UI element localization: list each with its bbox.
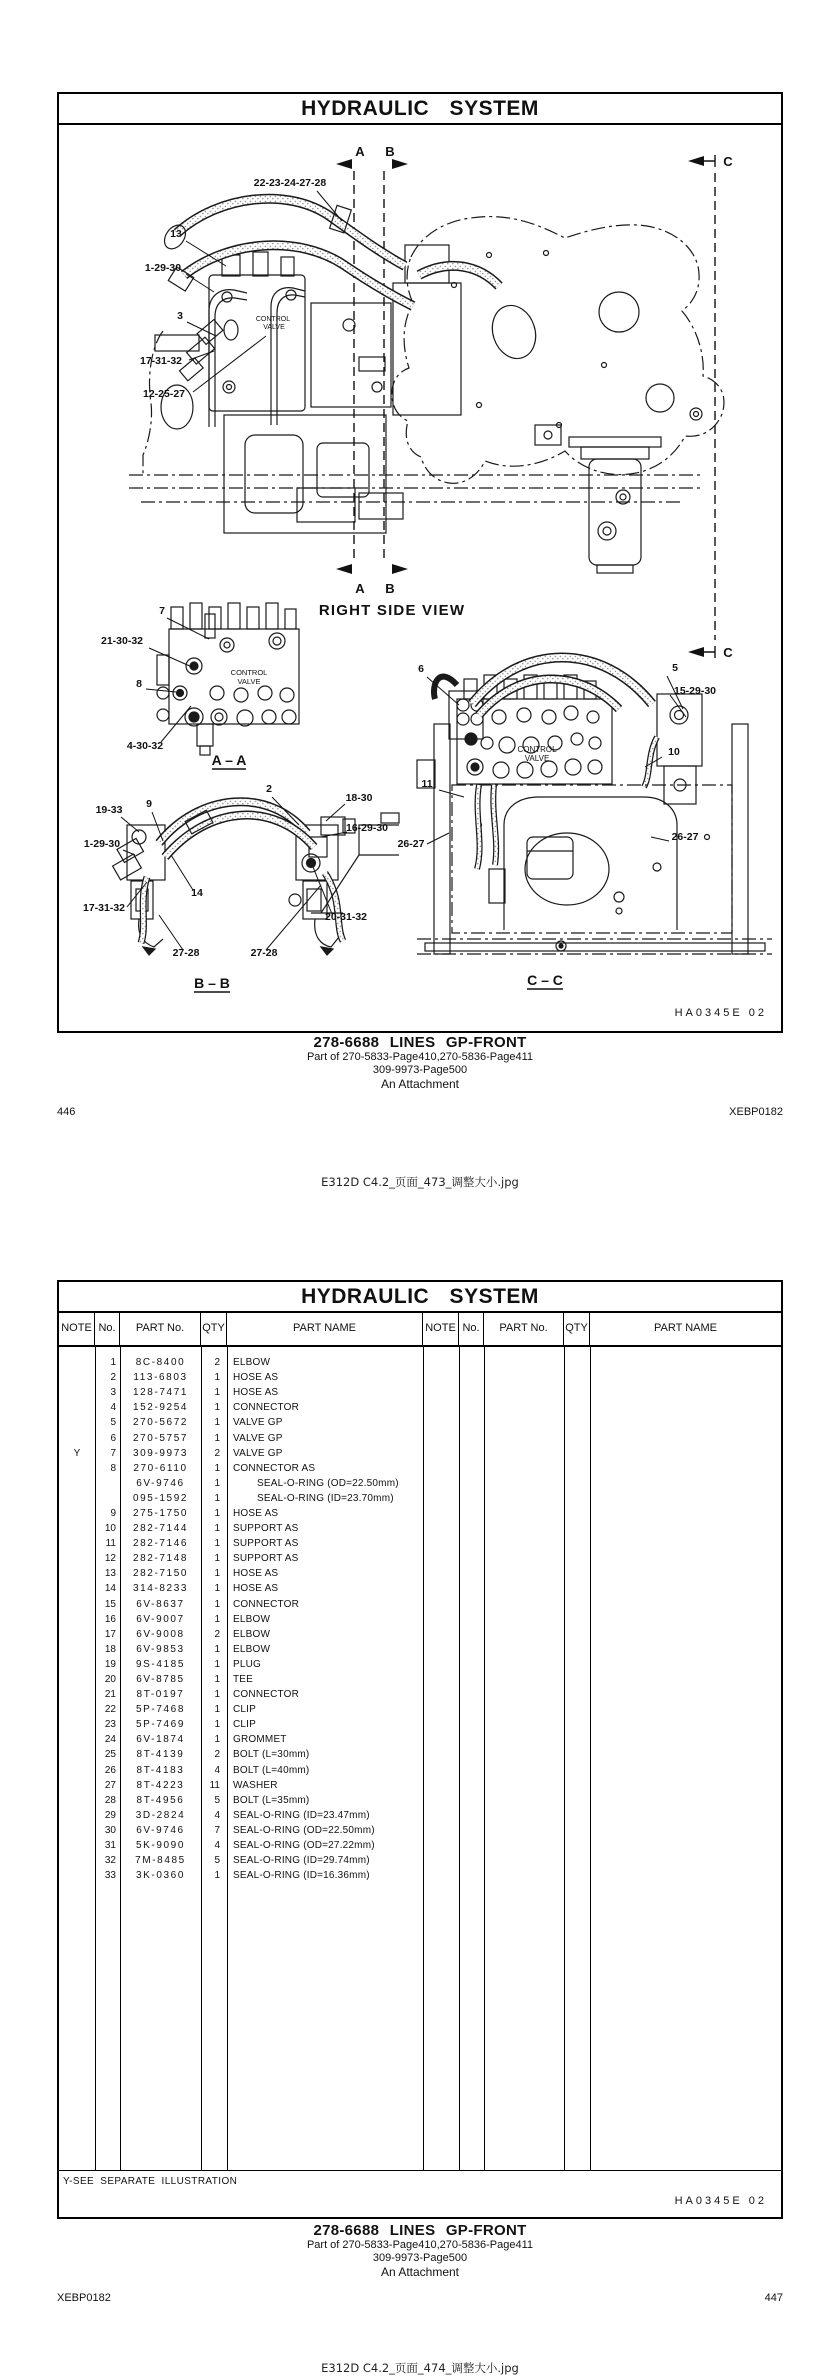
cell-qty: 1 [214,1583,220,1595]
cell-note: Y [73,1447,81,1459]
doc-ref: XEBP0182 [57,2292,111,2304]
cell-no: 1 [110,1357,116,1369]
table-row [59,1476,781,1491]
cell-part: 6V-8785 [136,1674,185,1686]
callout-leader-line [123,850,135,855]
table-row [59,1415,781,1430]
col-qty-2: QTY [564,1311,590,1345]
cell-name: VALVE GP [233,1417,283,1429]
file-caption: E312D C4.2_页面_474_调整大小.jpg [321,2361,519,2375]
doc-ref: XEBP0182 [729,1106,783,1118]
table-row [59,1642,781,1657]
table-row [59,1838,781,1853]
file-caption: E312D C4.2_页面_473_调整大小.jpg [321,1175,519,1189]
callout-leader-line [326,804,345,821]
callout-main-12-25-27: 12-25-27 [142,388,186,400]
cell-part: 6V-9007 [136,1613,185,1625]
cell-name: ELBOW [233,1613,271,1625]
callout-leader-line [651,837,669,841]
table-row [59,1446,781,1461]
part-group-title: 278-6688 LINES GP-FRONT [313,1034,527,1051]
cell-no: 20 [104,1674,116,1686]
cell-no: 2 [110,1372,116,1384]
cell-no: 12 [104,1553,116,1565]
callout-bb-20-31-32: 20-31-32 [324,911,368,923]
column-divider [459,1347,460,2170]
cell-part: 8T-4956 [136,1794,185,1806]
cell-name: GROMMET [233,1734,287,1746]
cell-no: 17 [104,1628,116,1640]
cell-name: HOSE AS [233,1387,279,1399]
control-valve-text: CONTROL [255,316,291,323]
page2-footer [0,2222,840,2279]
cell-qty: 1 [214,1402,220,1414]
callout-cc-15-29-30: 15-29-30 [673,685,717,697]
cell-name: CONNECTOR AS [233,1462,316,1474]
cell-name: SEAL-O-RING (OD=27.22mm) [233,1840,375,1852]
column-divider [423,1347,424,2170]
col-note: NOTE [59,1311,95,1345]
callout-bb-1-29-30: 1-29-30 [83,838,121,850]
cell-no: 7 [110,1447,116,1459]
page-title: HYDRAULIC SYSTEM [301,1284,539,1308]
table-row [59,1687,781,1702]
cell-qty: 1 [214,1643,220,1655]
cell-qty: 1 [214,1372,220,1384]
section-lines [354,155,715,658]
cell-qty: 1 [214,1719,220,1731]
callout-bb-27-28: 27-28 [172,947,200,959]
cell-no: 33 [104,1870,116,1882]
callout-leader-line [427,833,449,844]
callout-aa-4-30-32: 4-30-32 [126,740,164,752]
table-row [59,1355,781,1370]
cell-name: SEAL-O-RING (ID=16.36mm) [233,1870,370,1882]
cell-part: 152-9254 [132,1402,189,1414]
cell-qty: 1 [214,1507,220,1519]
table-row [59,1853,781,1868]
cell-qty: 2 [214,1447,220,1459]
cell-qty: 4 [214,1840,220,1852]
cell-no: 24 [104,1734,116,1746]
page1-margin-row [57,1106,783,1118]
column-divider [590,1347,591,2170]
cell-no: 13 [104,1568,116,1580]
table-row [59,1430,781,1445]
cell-name: WASHER [233,1779,278,1791]
callout-cc-11: 11 [421,778,433,790]
cell-part: 8T-4223 [136,1779,185,1791]
cell-qty: 1 [214,1870,220,1882]
cell-qty: 1 [214,1492,220,1504]
section-letter-a: A [355,581,365,596]
separate-illustration-note: Y-SEE SEPARATE ILLUSTRATION [63,2176,238,2187]
cell-qty: 1 [214,1538,220,1550]
table-note-row [59,2173,781,2217]
page-number: 447 [764,2292,783,2304]
callout-leader-line [187,322,216,336]
col-part-no: PART No. [120,1311,201,1345]
page2-title-bar [59,1282,781,1313]
table-row [59,1672,781,1687]
cell-qty: 4 [214,1809,220,1821]
control-valve-text: CONTROL [517,745,557,754]
cell-part: 095-1592 [132,1492,189,1504]
cell-part: 128-7471 [132,1387,189,1399]
table-row [59,1370,781,1385]
cell-part: 309-9973 [132,1447,189,1459]
col-no-2: No. [459,1311,484,1345]
view-title-c-c: C – C [527,972,563,988]
cell-qty: 1 [214,1462,220,1474]
cell-part: 314-8233 [132,1583,189,1595]
cell-qty: 1 [214,1704,220,1716]
page-number: 446 [57,1106,76,1118]
cell-name: SEAL-O-RING (ID=23.70mm) [257,1492,394,1504]
table-row [59,1627,781,1642]
cell-part: 9S-4185 [135,1658,185,1670]
cell-qty: 5 [214,1855,220,1867]
cell-no: 22 [104,1704,116,1716]
table-row [59,1747,781,1762]
cell-no: 31 [104,1840,116,1852]
section-letter-b: B [385,581,395,596]
cell-part: 8C-8400 [135,1357,186,1369]
callout-main-3: 3 [177,310,183,322]
cell-name: BOLT (L=40mm) [233,1764,310,1776]
callout-bb-9: 9 [146,798,152,810]
cell-part: 270-5672 [132,1417,189,1429]
cell-part: 5K-9090 [135,1840,185,1852]
parts-table-page [57,1280,783,2219]
cell-qty: 1 [214,1689,220,1701]
attachment-note: An Attachment [380,1077,460,1091]
callout-bb-2: 2 [266,783,272,795]
cell-qty: 2 [214,1749,220,1761]
cell-qty: 4 [214,1764,220,1776]
page2-margin-row [57,2292,783,2304]
cell-no: 3 [110,1387,116,1399]
part-group-title: 278-6688 LINES GP-FRONT [313,2222,527,2239]
callout-cc-10: 10 [668,746,680,758]
cell-no: 21 [104,1689,116,1701]
cell-no: 15 [104,1598,116,1610]
cell-qty: 5 [214,1794,220,1806]
cell-no: 28 [104,1794,116,1806]
cell-no: 30 [104,1824,116,1836]
callout-bb-18-30: 18-30 [345,792,373,804]
callout-leader-line [159,915,183,950]
attachment-note: An Attachment [380,2265,460,2279]
cell-no: 29 [104,1809,116,1821]
cell-name: SEAL-O-RING (OD=22.50mm) [257,1477,399,1489]
callout-leader-line [193,336,266,392]
callout-leader-line [189,351,214,360]
table-row [59,1536,781,1551]
control-valve-text: VALVE [237,677,261,686]
page-reference: 309-9973-Page500 [372,2252,468,2264]
cell-part: 5P-7469 [135,1719,185,1731]
table-row [59,1566,781,1581]
table-row [59,1732,781,1747]
cell-name: BOLT (L=30mm) [233,1749,310,1761]
section-letter-a: A [355,144,365,159]
table-row [59,1808,781,1823]
part-of-reference: Part of 270-5833-Page410,270-5836-Page411 [306,2239,534,2251]
table-row [59,1793,781,1808]
cell-no: 25 [104,1749,116,1761]
cell-part: 3K-0360 [135,1870,185,1882]
cell-name: CONNECTOR [233,1402,300,1414]
cell-part: 282-7148 [132,1553,189,1565]
cell-part: 270-6110 [133,1462,188,1474]
cell-part: 6V-9853 [136,1643,185,1655]
cell-qty: 1 [214,1477,220,1489]
cell-part: 8T-4139 [136,1749,185,1761]
cell-part: 6V-9746 [136,1477,185,1489]
table-row [59,1612,781,1627]
drawing-number: HA0345E 02 [674,2195,767,2207]
callout-main-22-23-24-27-28: 22-23-24-27-28 [253,177,327,189]
table-row [59,1702,781,1717]
cell-part: 6V-1874 [136,1734,185,1746]
callout-aa-21-30-32: 21-30-32 [100,635,144,647]
table-row [59,1597,781,1612]
cell-qty: 1 [214,1387,220,1399]
control-valve-text: VALVE [263,324,285,331]
column-divider [484,1347,485,2170]
callout-leader-line [149,648,192,667]
column-divider [95,1347,96,2170]
cell-part: 282-7150 [132,1568,189,1580]
cell-name: ELBOW [233,1628,271,1640]
callout-bb-19-33: 19-33 [95,804,123,816]
parts-diagram-page [57,92,783,1033]
table-row [59,1778,781,1793]
cell-qty: 7 [214,1824,220,1836]
table-row [59,1763,781,1778]
callout-bb-14: 14 [191,887,203,899]
table-row [59,1551,781,1566]
cell-no: 4 [110,1402,116,1414]
table-row [59,1581,781,1596]
cell-name: ELBOW [233,1643,271,1655]
cell-qty: 11 [209,1779,220,1791]
cell-qty: 2 [214,1357,220,1369]
table-row [59,1491,781,1506]
cell-part: 275-1750 [132,1507,189,1519]
table-row [59,1521,781,1536]
col-part-name: PART NAME [227,1311,423,1345]
cell-no: 5 [110,1417,116,1429]
cell-name: BOLT (L=35mm) [233,1794,310,1806]
view-title-a-a: A – A [211,752,247,768]
column-divider [120,1347,121,2170]
table-row [59,1823,781,1838]
table-row [59,1400,781,1415]
cell-name: CONNECTOR [233,1598,300,1610]
callout-bb-27-28: 27-28 [250,947,278,959]
cell-qty: 1 [214,1598,220,1610]
cell-no: 19 [104,1658,116,1670]
cc-view [311,658,772,955]
cell-name: HOSE AS [233,1583,279,1595]
control-valve-text: CONTROL [230,668,268,677]
cell-qty: 2 [214,1628,220,1640]
table-body [59,1347,781,2171]
drawing-area [59,125,781,1031]
table-header [59,1311,781,1347]
cell-part: 8T-0197 [136,1689,185,1701]
table-row [59,1868,781,1883]
cell-name: ELBOW [233,1357,271,1369]
cell-name: SUPPORT AS [233,1523,299,1535]
cell-part: 282-7146 [132,1538,189,1550]
callout-aa-7: 7 [159,605,165,617]
cell-no: 11 [105,1538,116,1550]
cell-no: 26 [104,1764,116,1776]
cell-part: 3D-2824 [135,1809,186,1821]
cell-no: 8 [110,1462,116,1474]
col-part-no-2: PART No. [484,1311,564,1345]
cell-no: 14 [104,1583,116,1595]
cell-no: 9 [110,1507,116,1519]
page-title: HYDRAULIC SYSTEM [301,96,539,120]
col-qty: QTY [201,1311,227,1345]
cell-qty: 1 [214,1568,220,1580]
callout-leader-line [146,689,176,692]
view-title-right-side: RIGHT SIDE VIEW [318,602,466,619]
cell-qty: 1 [214,1523,220,1535]
cell-no: 16 [104,1613,116,1625]
col-part-name-2: PART NAME [654,1322,717,1334]
cell-qty: 1 [214,1553,220,1565]
cell-name: SEAL-O-RING (OD=22.50mm) [233,1824,375,1836]
cell-qty: 1 [214,1613,220,1625]
table-row [59,1506,781,1521]
table-row [59,1461,781,1476]
cell-no: 27 [104,1779,116,1791]
drawing-number: HA0345E 02 [674,1007,767,1019]
table-row [59,1385,781,1400]
callout-main-17-31-32: 17-31-32 [139,355,183,367]
section-letter-c: C [723,154,733,169]
cell-part: 6V-9008 [136,1628,185,1640]
column-divider [564,1347,565,2170]
callout-leader-line [171,855,193,890]
cell-qty: 1 [214,1734,220,1746]
cell-name: SEAL-O-RING (ID=23.47mm) [233,1809,370,1821]
cell-name: TEE [233,1674,254,1686]
view-title-b-b: B – B [194,975,230,991]
callout-main-13: 13 [170,228,182,240]
cell-qty: 1 [214,1658,220,1670]
callout-cc-5: 5 [672,662,678,674]
section-letter-b: B [385,144,395,159]
callout-cc-6: 6 [418,663,424,675]
bb-view [113,802,355,955]
cell-no: 23 [104,1719,116,1731]
cell-no: 6 [110,1432,116,1444]
callout-cc-26-27: 26-27 [397,838,425,850]
cell-part: 8T-4183 [136,1764,185,1776]
cell-part: 282-7144 [132,1523,189,1535]
cell-part: 6V-8637 [136,1598,185,1610]
callout-aa-8: 8 [136,678,142,690]
cell-name: HOSE AS [233,1568,279,1580]
cell-no: 10 [104,1523,116,1535]
cell-part: 5P-7468 [135,1704,185,1716]
page1-footer [0,1034,840,1091]
cell-name: HOSE AS [233,1507,279,1519]
callout-bb-16-29-30: 16-29-30 [345,822,389,834]
technical-drawing [59,125,781,1029]
main-view [129,199,724,573]
cell-part: 270-5757 [132,1432,189,1444]
table-row [59,1657,781,1672]
cell-name: CLIP [233,1704,257,1716]
cell-name: CLIP [233,1719,257,1731]
cell-qty: 1 [214,1432,220,1444]
cell-name: PLUG [233,1658,262,1670]
cell-name: VALVE GP [233,1432,283,1444]
cell-name: SUPPORT AS [233,1553,299,1565]
col-note-2: NOTE [423,1311,459,1345]
aa-view [157,603,299,755]
page1-title-bar [59,94,781,125]
col-no: No. [95,1311,120,1345]
section-letter-c: C [723,645,733,660]
page-reference: 309-9973-Page500 [372,1064,468,1076]
control-valve-text: VALVE [524,754,550,763]
callout-cc-26-27: 26-27 [671,831,699,843]
cell-part: 7M-8485 [135,1855,186,1867]
part-of-reference: Part of 270-5833-Page410,270-5836-Page411 [306,1051,534,1063]
cell-name: HOSE AS [233,1372,279,1384]
callout-main-1-29-30: 1-29-30 [144,262,182,274]
cell-name: CONNECTOR [233,1689,300,1701]
cell-name: VALVE GP [233,1447,283,1459]
callout-bb-17-31-32: 17-31-32 [82,902,126,914]
cell-qty: 1 [214,1417,220,1429]
cell-name: SEAL-O-RING (ID=29.74mm) [233,1855,370,1867]
table-row [59,1717,781,1732]
cell-qty: 1 [214,1674,220,1686]
cell-name: SUPPORT AS [233,1538,299,1550]
callout-leader-line [152,812,163,841]
column-divider [201,1347,202,2170]
cell-no: 18 [104,1643,116,1655]
cell-no: 32 [104,1855,116,1867]
cell-part: 6V-9746 [136,1824,185,1836]
column-divider [227,1347,228,2170]
cell-part: 113-6803 [133,1372,188,1384]
